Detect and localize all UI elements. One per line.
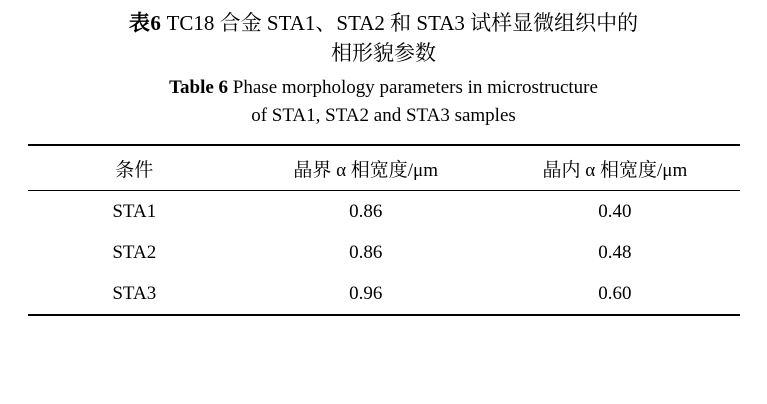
table-row	[28, 191, 740, 233]
column-header-intragranular-alpha-width: 晶内 α 相宽度/μm	[490, 145, 739, 191]
cell-grain-boundary-alpha-width: 0.86	[349, 241, 383, 263]
table-body	[28, 191, 740, 316]
caption-english	[18, 74, 749, 130]
caption-chinese-line1: TC18 合金 STA1、STA2 和 STA3 试样显微组织中的	[166, 11, 639, 35]
cell-grain-boundary-alpha-width: 0.96	[241, 273, 490, 315]
caption-chinese-label: 表6	[128, 11, 162, 35]
caption-english-line1: Phase morphology parameters in microstructure	[232, 77, 598, 98]
table-header	[28, 145, 740, 191]
cell-intragranular-alpha-width: 0.48	[598, 241, 632, 263]
caption-chinese-line2: 相形貌参数	[331, 41, 436, 65]
column-header-condition: 条件	[28, 145, 242, 191]
caption-english-line2: of STA1, STA2 and STA3 samples	[251, 105, 516, 126]
cell-intragranular-alpha-width: 0.40	[490, 191, 739, 233]
column-header-grain-boundary-alpha-width: 晶界 α 相宽度/μm	[241, 145, 490, 191]
caption-chinese	[18, 8, 749, 68]
table-header-row	[28, 145, 740, 191]
cell-grain-boundary-alpha-width: 0.86	[241, 191, 490, 233]
cell-condition: STA1	[28, 191, 242, 233]
phase-morphology-table	[28, 144, 740, 316]
table-row	[28, 232, 740, 273]
cell-condition: STA2	[112, 241, 157, 263]
table-row	[28, 273, 740, 315]
caption-english-label: Table 6	[169, 77, 229, 98]
cell-condition: STA3	[28, 273, 242, 315]
cell-intragranular-alpha-width: 0.60	[490, 273, 739, 315]
